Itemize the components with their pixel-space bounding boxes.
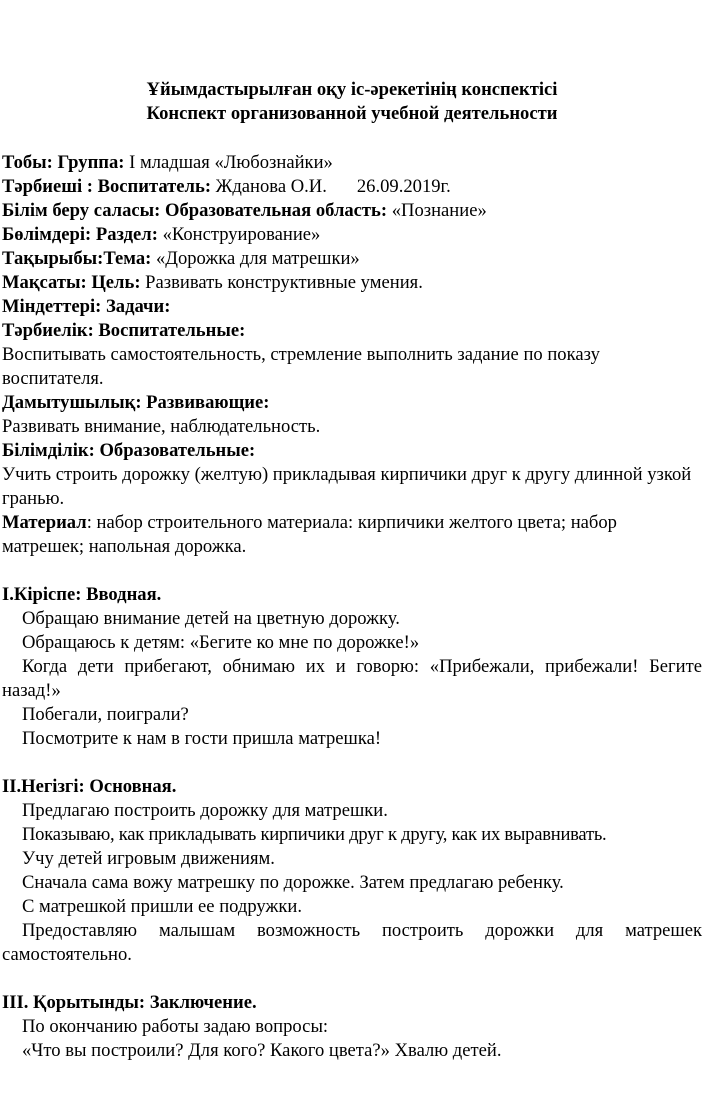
main-line: Сначала сама вожу матрешку по дорожке. Затем предлагаю ребенку. — [22, 872, 564, 893]
material-label: Материал — [2, 512, 87, 533]
goal-line — [2, 271, 702, 295]
topic-line — [2, 247, 702, 271]
tasks-heading: Міндеттері: Задачи: — [2, 296, 171, 317]
teacher-value: Жданова О.И. — [211, 176, 327, 197]
main-line: Предоставляю малышам возможность построить дорожки для матрешек самостоятельно. — [2, 920, 702, 965]
teacher-line — [2, 175, 702, 199]
goal-value: Развивать конструктивные умения. — [140, 272, 423, 293]
document-body — [2, 151, 702, 1063]
area-line — [2, 199, 702, 223]
educational-text: Учить строить дорожку (желтую) прикладывая кирпичики друг к другу длинной узкой гранью. — [2, 464, 692, 509]
title-russian: Конспект организованной учебной деятельности — [146, 103, 558, 124]
developing-text: Развивать внимание, наблюдательность. — [2, 416, 321, 437]
intro-line: Обращаюсь к детям: «Бегите ко мне по дорожке!» — [22, 632, 420, 653]
intro-line: Обращаю внимание детей на цветную дорожку. — [22, 608, 400, 629]
intro-line: Когда дети прибегают, обнимаю их и говорю: «Прибежали, прибежали! Бегите назад!» — [2, 656, 702, 701]
intro-line: Посмотрите к нам в гости пришла матрешка! — [22, 728, 382, 749]
conclusion-line: «Что вы построили? Для кого? Какого цвета?» Хвалю детей. — [22, 1040, 502, 1061]
material-line — [2, 511, 702, 559]
lesson-date: 26.09.2019г. — [356, 176, 451, 197]
group-label: Тобы: Группа: — [2, 152, 125, 173]
area-value: «Познание» — [387, 200, 487, 221]
intro-line: Побегали, поиграли? — [22, 704, 189, 725]
main-line: Показываю, как прикладывать кирпичики друг к другу, как их выравнивать. — [22, 824, 607, 845]
main-heading: II.Негізгі: Основная. — [2, 776, 177, 797]
teacher-label: Тәрбиеші : Воспитатель: — [2, 176, 212, 197]
main-line: Учу детей игровым движениям. — [22, 848, 275, 869]
group-value: I младшая «Любознайки» — [124, 152, 333, 173]
area-label: Білім беру саласы: Образовательная область: — [2, 200, 388, 221]
developing-label: Дамытушылық: Развивающие: — [2, 392, 270, 413]
upbringing-text: Воспитывать самостоятельность, стремление выполнить задание по показу воспитателя. — [2, 344, 600, 389]
conclusion-line: По окончанию работы задаю вопросы: — [22, 1016, 329, 1037]
goal-label: Мақсаты: Цель: — [2, 272, 141, 293]
material-text: : набор строительного материала: кирпичики желтого цвета; набор матрешек; напольная дорожка. — [2, 512, 617, 557]
topic-value: «Дорожка для матрешки» — [151, 248, 360, 269]
conclusion-heading: III. Қорытынды: Заключение. — [2, 992, 257, 1013]
topic-label: Тақырыбы:Тема: — [2, 248, 152, 269]
intro-heading: I.Кіріспе: Вводная. — [2, 584, 162, 605]
section-label: Бөлімдері: Раздел: — [2, 224, 158, 245]
title-kazakh: Ұйымдастырылған оқу іс-әрекетінің конспектісі — [146, 79, 558, 100]
section-line — [2, 223, 702, 247]
main-line: Предлагаю построить дорожку для матрешки. — [22, 800, 388, 821]
section-value: «Конструирование» — [157, 224, 321, 245]
main-line: С матрешкой пришли ее подружки. — [22, 896, 302, 917]
educational-label: Білімділік: Образовательные: — [2, 440, 256, 461]
group-line — [2, 151, 702, 175]
upbringing-label: Тәрбиелік: Воспитательные: — [2, 320, 246, 341]
